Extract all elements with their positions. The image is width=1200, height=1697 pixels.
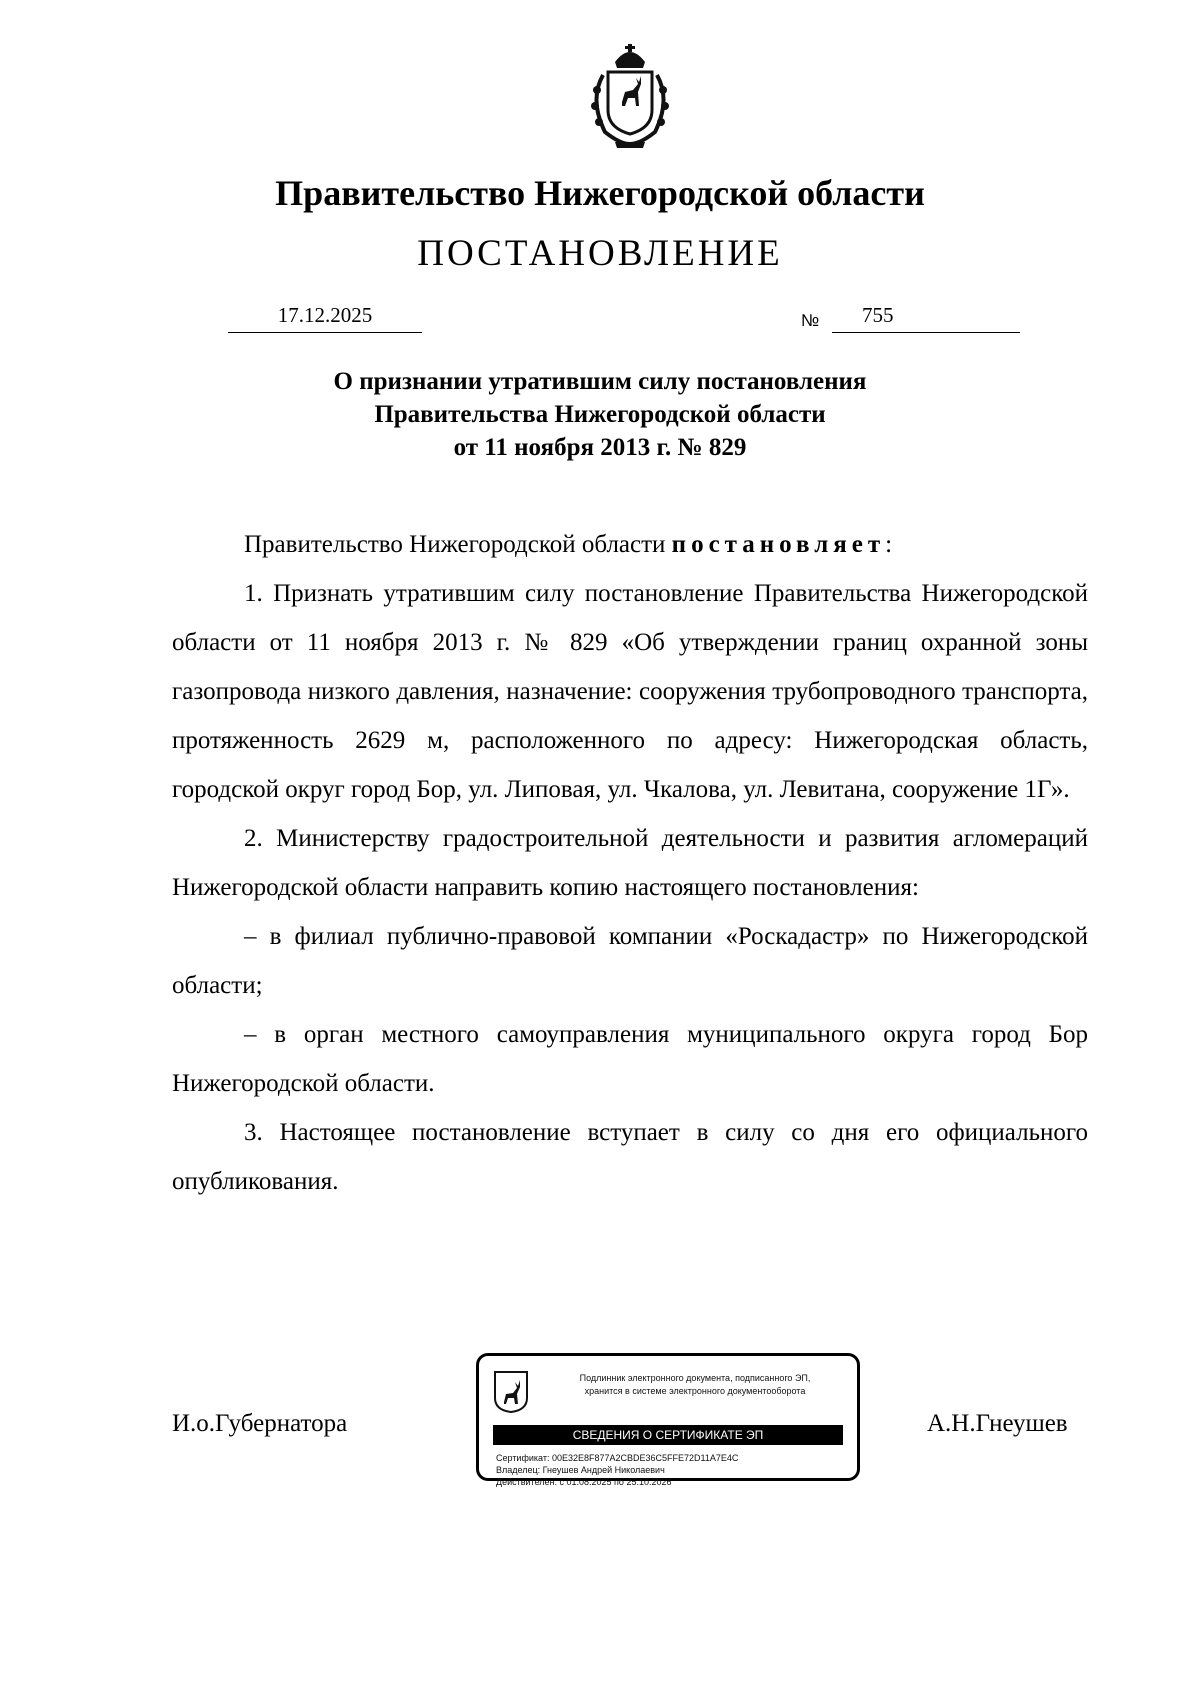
signer-role: И.о.Губернатора <box>172 1410 348 1437</box>
deer-emblem-icon <box>493 1370 529 1414</box>
signer-name: А.Н.Гнеушев <box>927 1410 1068 1437</box>
title-line-2: Правительства Нижегородской области <box>374 401 826 428</box>
electronic-signature-stamp <box>476 1353 860 1487</box>
certificate-owner: Владелец: Гнеушев Андрей Николаевич <box>496 1465 665 1475</box>
coat-of-arms-icon <box>575 40 685 150</box>
title-line-1: О признании утратившим силу постановления <box>333 368 867 395</box>
preamble-verb: постановляет <box>671 531 886 558</box>
paragraph-2-item-2: – в орган местного самоуправления муниципального округа город Бор Нижегородской области. <box>172 1021 1088 1097</box>
stamp-header-line-2: хранится в системе электронного документооборота <box>584 1386 806 1396</box>
certificate-details <box>496 1452 738 1488</box>
document-number-value: 755 <box>862 303 894 327</box>
title-line-3: от 11 ноября 2013 г. № 829 <box>453 434 747 461</box>
paragraph-2-item-1: – в филиал публично-правовой компании «Роскадастр» по Нижегородской области; <box>172 923 1088 999</box>
organization-title: Правительство Нижегородской области <box>275 173 925 213</box>
paragraph-2: 2. Министерству градостроительной деятельности и развития агломераций Нижегородской области направить копию настоящего постановления: <box>172 825 1088 901</box>
certificate-validity: Действителен: с 01.08.2025 по 25.10.2026 <box>496 1477 672 1487</box>
certificate-info-bar: СВЕДЕНИЯ О СЕРТИФИКАТЕ ЭП <box>493 1425 843 1445</box>
preamble-text: Правительство Нижегородской области <box>244 531 672 558</box>
document-body <box>172 520 1088 1206</box>
number-sign: № <box>801 311 820 330</box>
stamp-header <box>545 1372 845 1398</box>
document-type: ПОСТАНОВЛЕНИЕ <box>417 233 783 274</box>
preamble-end: : <box>885 531 893 558</box>
paragraph-3: 3. Настоящее постановление вступает в силу со дня его официального опубликования. <box>172 1119 1088 1195</box>
certificate-id: Сертификат: 00E32E8F877A2CBDE36C5FFE72D11A7E4C <box>496 1453 739 1463</box>
stamp-header-line-1: Подлинник электронного документа, подписанного ЭП, <box>579 1373 811 1383</box>
document-date: 17.12.2025 <box>228 303 422 333</box>
paragraph-1: 1. Признать утратившим силу постановление Правительства Нижегородской области от 11 ноября 2013 г. № 829 «Об утверждении границ охранной зоны газопровода низкого давления, назначение: сооружения трубопроводного транспорта, протяженность 2629 м, расположенного по адресу: Нижегородская область, городской округ город Бор, ул. Липовая, ул. Чкалова, ул. Левитана, сооружение 1Г». <box>172 580 1088 803</box>
preamble <box>172 520 1088 569</box>
document-title <box>0 365 1200 464</box>
document-number <box>832 303 1020 333</box>
